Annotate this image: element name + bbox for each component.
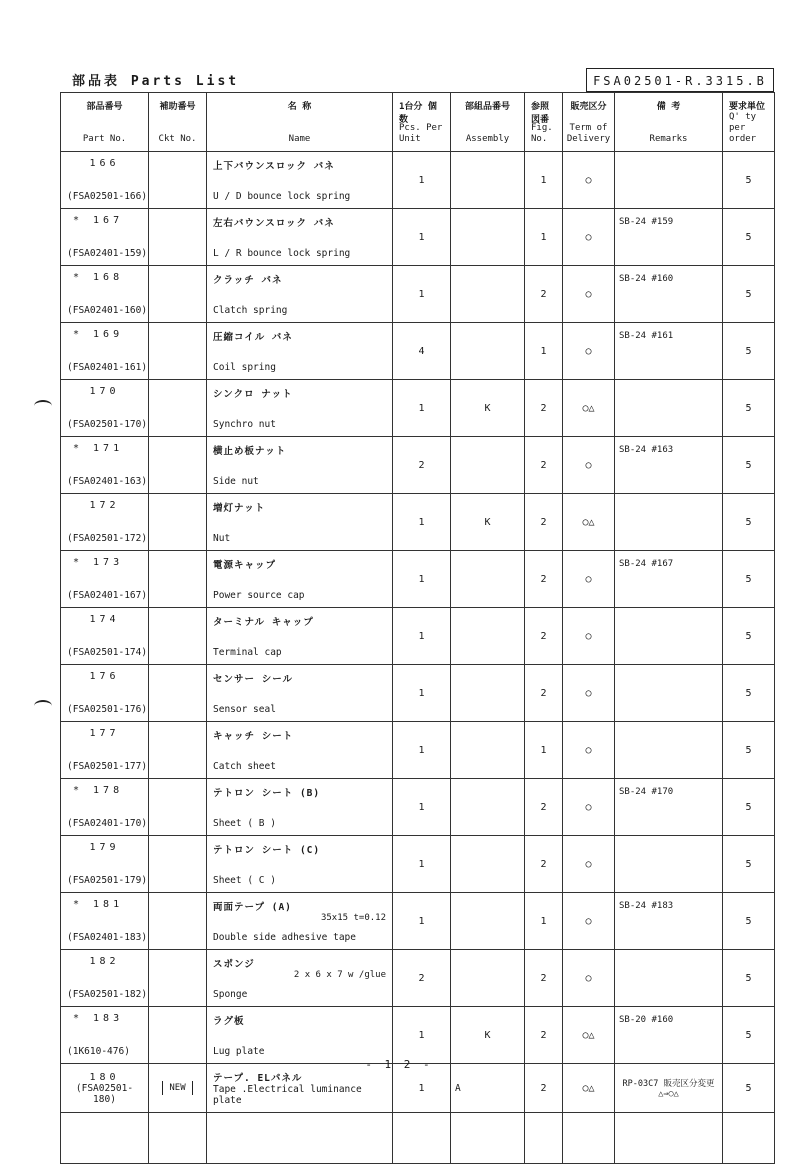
part-number: * 169 [73, 329, 124, 340]
part-code: (FSA02401-170) [67, 818, 148, 829]
col-part: 部品番号 Part No. [61, 93, 149, 152]
part-code: (FSA02401-161) [67, 362, 148, 373]
part-number: * 183 [73, 1013, 124, 1024]
assembly-cell [451, 779, 525, 836]
ckt-cell [149, 950, 207, 1007]
name-jp: スポンジ [213, 959, 255, 970]
part-cell [61, 608, 149, 665]
name-en: Synchro nut [213, 419, 276, 430]
order-cell: 5 [723, 1007, 775, 1064]
term-cell: ○ [563, 608, 615, 665]
name-en: Catch sheet [213, 761, 276, 772]
name-cell [207, 323, 393, 380]
remarks-cell: SB-24 #161 [615, 323, 723, 380]
order-cell: 5 [723, 722, 775, 779]
name-cell [207, 380, 393, 437]
part-code: (FSA02501-166) [67, 191, 148, 202]
part-cell [61, 950, 149, 1007]
term-cell: ○△ [563, 1007, 615, 1064]
ckt-cell [149, 380, 207, 437]
order-cell: 5 [723, 836, 775, 893]
name-cell [207, 437, 393, 494]
part-number: 179 [89, 842, 120, 853]
pcs-cell: 1 [393, 266, 451, 323]
term-cell: ○△ [563, 494, 615, 551]
table-row [61, 494, 775, 551]
col-order: 要求単位 Q' ty per order [723, 93, 775, 152]
part-code: (FSA02501-172) [67, 533, 148, 544]
part-cell [61, 551, 149, 608]
col-term: 販売区分 Term of Delivery [563, 93, 615, 152]
fig-cell: 1 [525, 893, 563, 950]
col-pcs: 1台分 個 数 Pcs. Per Unit [393, 93, 451, 152]
remarks-cell [615, 494, 723, 551]
ckt-cell [149, 1007, 207, 1064]
name-en: Sponge [213, 989, 248, 1000]
name-jp: ターミナル キャップ [213, 617, 314, 628]
table-row [61, 209, 775, 266]
part-number: * 178 [73, 785, 124, 796]
order-cell: 5 [723, 551, 775, 608]
fig-cell: 2 [525, 380, 563, 437]
name-jp: キャッチ シート [213, 731, 294, 742]
part-cell [61, 779, 149, 836]
assembly-cell [451, 836, 525, 893]
col-fig: 参照 図番 Fig. No. [525, 93, 563, 152]
part-number: 172 [89, 500, 120, 511]
part-code: (FSA02501-174) [67, 647, 148, 658]
table-row [61, 380, 775, 437]
term-cell: ○ [563, 779, 615, 836]
ckt-cell [149, 494, 207, 551]
term-cell: ○ [563, 836, 615, 893]
pcs-cell: 1 [393, 1064, 451, 1113]
name-en: Coil spring [213, 362, 276, 373]
term-cell: ○ [563, 722, 615, 779]
name-en: Side nut [213, 476, 259, 487]
order-cell: 5 [723, 437, 775, 494]
part-code: (FSA02401-159) [67, 248, 148, 259]
name-cell [207, 836, 393, 893]
name-en: U / D bounce lock spring [213, 191, 351, 202]
pcs-cell: 1 [393, 836, 451, 893]
assembly-cell [451, 209, 525, 266]
fig-cell: 1 [525, 209, 563, 266]
part-cell [61, 323, 149, 380]
table-row [61, 722, 775, 779]
fig-cell: 2 [525, 608, 563, 665]
term-cell: ○ [563, 551, 615, 608]
ckt-cell [149, 323, 207, 380]
order-cell: 5 [723, 209, 775, 266]
name-jp: テープ. ELパネル [213, 1073, 303, 1084]
new-badge: NEW [162, 1081, 192, 1095]
name-jp: テトロン シート (B) [213, 788, 321, 799]
part-cell [61, 893, 149, 950]
part-number: * 167 [73, 215, 124, 226]
part-code: (FSA02501-177) [67, 761, 148, 772]
part-code: (FSA02501-179) [67, 875, 148, 886]
name-cell [207, 266, 393, 323]
fig-cell: 2 [525, 836, 563, 893]
remarks-cell: SB-24 #170 [615, 779, 723, 836]
term-cell: ○ [563, 266, 615, 323]
order-cell: 5 [723, 779, 775, 836]
part-number: * 171 [73, 443, 124, 454]
ckt-cell [149, 722, 207, 779]
assembly-cell: K [451, 1007, 525, 1064]
part-number: 174 [89, 614, 120, 625]
fig-cell: 2 [525, 1064, 563, 1113]
pcs-cell: 1 [393, 209, 451, 266]
col-remarks: 備 考 Remarks [615, 93, 723, 152]
table-row [61, 266, 775, 323]
assembly-cell [451, 551, 525, 608]
assembly-cell: K [451, 494, 525, 551]
fig-cell: 2 [525, 437, 563, 494]
term-cell: ○ [563, 665, 615, 722]
remarks-cell [615, 152, 723, 209]
fig-cell: 1 [525, 152, 563, 209]
name-extra: 2 x 6 x 7 w /glue [293, 970, 386, 980]
margin-mark [34, 700, 52, 712]
col-name: 名 称 Name [207, 93, 393, 152]
remarks-cell [615, 836, 723, 893]
name-extra: 35x15 t=0.12 [320, 913, 386, 923]
name-cell [207, 1007, 393, 1064]
assembly-cell [451, 437, 525, 494]
name-en: Clatch spring [213, 305, 288, 316]
pcs-cell: 1 [393, 665, 451, 722]
name-en: Sheet ( B ) [213, 818, 276, 829]
name-en: Sensor seal [213, 704, 276, 715]
part-cell [61, 665, 149, 722]
name-jp: ラグ板 [213, 1016, 245, 1027]
assembly-cell [451, 665, 525, 722]
table-row [61, 779, 775, 836]
term-cell: ○△ [563, 1064, 615, 1113]
ckt-cell [149, 608, 207, 665]
pcs-cell: 2 [393, 950, 451, 1007]
ckt-cell [149, 836, 207, 893]
part-number: * 173 [73, 557, 124, 568]
part-number: 166 [89, 158, 120, 169]
remarks-cell: SB-24 #160 [615, 266, 723, 323]
remarks-line-2: △⇒○△ [658, 1089, 679, 1099]
part-number: * 168 [73, 272, 124, 283]
pcs-cell: 4 [393, 323, 451, 380]
document-number: FSA02501-R.3315.B [586, 68, 774, 92]
part-cell [61, 1007, 149, 1064]
margin-mark [34, 400, 52, 412]
term-cell: ○ [563, 950, 615, 1007]
assembly-cell: K [451, 380, 525, 437]
name-jp: 圧縮コイル バネ [213, 332, 293, 343]
name-en: Nut [213, 533, 231, 544]
order-cell: 5 [723, 608, 775, 665]
remarks-cell [615, 722, 723, 779]
name-jp: 上下バウンスロック バネ [213, 161, 335, 172]
fig-cell: 2 [525, 551, 563, 608]
remarks-cell [615, 665, 723, 722]
part-cell [61, 437, 149, 494]
name-cell [207, 209, 393, 266]
table-row [61, 836, 775, 893]
order-cell: 5 [723, 950, 775, 1007]
ckt-cell [149, 152, 207, 209]
part-cell [61, 380, 149, 437]
part-number: * 181 [73, 899, 124, 910]
table-row [61, 437, 775, 494]
part-code: (FSA02401-160) [67, 305, 148, 316]
ckt-cell [149, 551, 207, 608]
order-cell: 5 [723, 665, 775, 722]
term-cell: ○ [563, 437, 615, 494]
fig-cell: 2 [525, 779, 563, 836]
name-jp: 左右バウンスロック バネ [213, 218, 335, 229]
part-code: (FSA02501-182) [67, 989, 148, 1000]
table-row-blank [61, 1113, 775, 1164]
table-row [61, 608, 775, 665]
term-cell: ○ [563, 893, 615, 950]
assembly-cell [451, 722, 525, 779]
name-en: Power source cap [213, 590, 305, 601]
part-cell [61, 836, 149, 893]
pcs-cell: 1 [393, 722, 451, 779]
name-cell [207, 665, 393, 722]
name-jp: 電源キャップ [213, 560, 277, 571]
term-cell: ○ [563, 323, 615, 380]
pcs-cell: 1 [393, 380, 451, 437]
name-cell [207, 779, 393, 836]
order-cell: 5 [723, 380, 775, 437]
part-code: (1K610-476) [67, 1046, 130, 1057]
name-en: Double side adhesive tape [213, 932, 356, 943]
name-jp: 両面テープ (A) [213, 902, 292, 913]
part-cell [61, 266, 149, 323]
part-cell [61, 494, 149, 551]
remarks-cell: SB-24 #163 [615, 437, 723, 494]
ckt-cell [149, 893, 207, 950]
part-number: 177 [89, 728, 120, 739]
remarks-cell: SB-20 #160 [615, 1007, 723, 1064]
pcs-cell: 1 [393, 494, 451, 551]
name-en: L / R bounce lock spring [213, 248, 351, 259]
page-number: - 1 2 - [365, 1058, 433, 1071]
part-number: 170 [89, 386, 120, 397]
name-cell [207, 950, 393, 1007]
table-row [61, 665, 775, 722]
header-row [61, 93, 775, 152]
fig-cell: 2 [525, 494, 563, 551]
assembly-cell: A [451, 1064, 525, 1113]
parts-table [60, 92, 775, 1164]
ckt-cell [149, 266, 207, 323]
assembly-cell [451, 608, 525, 665]
part-code: (FSA02401-163) [67, 476, 148, 487]
part-number: 176 [89, 671, 120, 682]
name-cell [207, 722, 393, 779]
ckt-cell [149, 437, 207, 494]
assembly-cell [451, 323, 525, 380]
page-title: 部品表 Parts List [72, 74, 240, 89]
pcs-cell: 1 [393, 1007, 451, 1064]
pcs-cell: 1 [393, 893, 451, 950]
order-cell: 5 [723, 494, 775, 551]
assembly-cell [451, 266, 525, 323]
name-jp: テトロン シート (C) [213, 845, 321, 856]
col-ckt: 補助番号 Ckt No. [149, 93, 207, 152]
remarks-cell [615, 380, 723, 437]
part-cell [61, 152, 149, 209]
name-jp: クラッチ バネ [213, 275, 283, 286]
fig-cell: 2 [525, 950, 563, 1007]
part-number: 180 [89, 1071, 120, 1083]
name-en: Sheet ( C ) [213, 875, 276, 886]
name-en: Tape .Electrical luminance plate [213, 1084, 362, 1106]
fig-cell: 1 [525, 722, 563, 779]
name-jp: シンクロ ナット [213, 389, 293, 400]
table-row [61, 950, 775, 1007]
name-cell [207, 551, 393, 608]
pcs-cell: 1 [393, 779, 451, 836]
order-cell: 5 [723, 266, 775, 323]
table-row [61, 893, 775, 950]
term-cell: ○ [563, 209, 615, 266]
part-cell [61, 209, 149, 266]
name-en: Lug plate [213, 1046, 265, 1057]
pcs-cell: 2 [393, 437, 451, 494]
fig-cell: 2 [525, 1007, 563, 1064]
order-cell: 5 [723, 1064, 775, 1113]
name-jp: センサー シール [213, 674, 294, 685]
col-assembly: 部組品番号 Assembly [451, 93, 525, 152]
remarks-cell: SB-24 #183 [615, 893, 723, 950]
fig-cell: 2 [525, 665, 563, 722]
fig-cell: 1 [525, 323, 563, 380]
name-cell [207, 608, 393, 665]
name-cell [207, 494, 393, 551]
table-row [61, 323, 775, 380]
order-cell: 5 [723, 152, 775, 209]
part-code: (FSA02501-180) [75, 1082, 134, 1105]
ckt-cell [149, 209, 207, 266]
order-cell: 5 [723, 893, 775, 950]
table-row [61, 1007, 775, 1064]
assembly-cell [451, 152, 525, 209]
part-code: (FSA02401-167) [67, 590, 148, 601]
term-cell: ○△ [563, 380, 615, 437]
part-number: 182 [89, 956, 120, 967]
remarks-cell [615, 608, 723, 665]
remarks-cell [615, 950, 723, 1007]
name-jp: 増灯ナット [213, 503, 266, 514]
remarks-line-1: RP-03C7 販売区分変更 [622, 1079, 715, 1089]
term-cell: ○ [563, 152, 615, 209]
pcs-cell: 1 [393, 152, 451, 209]
assembly-cell [451, 950, 525, 1007]
fig-cell: 2 [525, 266, 563, 323]
ckt-cell [149, 665, 207, 722]
assembly-cell [451, 893, 525, 950]
pcs-cell: 1 [393, 608, 451, 665]
name-cell [207, 893, 393, 950]
ckt-cell [149, 779, 207, 836]
pcs-cell: 1 [393, 551, 451, 608]
remarks-cell: SB-24 #159 [615, 209, 723, 266]
name-en: Terminal cap [213, 647, 282, 658]
order-cell: 5 [723, 323, 775, 380]
part-code: (FSA02401-183) [67, 932, 148, 943]
part-code: (FSA02501-170) [67, 419, 148, 430]
name-jp: 横止め板ナット [213, 446, 287, 457]
table-row [61, 551, 775, 608]
table-row [61, 152, 775, 209]
name-cell [207, 152, 393, 209]
part-cell [61, 722, 149, 779]
part-code: (FSA02501-176) [67, 704, 148, 715]
remarks-cell: SB-24 #167 [615, 551, 723, 608]
